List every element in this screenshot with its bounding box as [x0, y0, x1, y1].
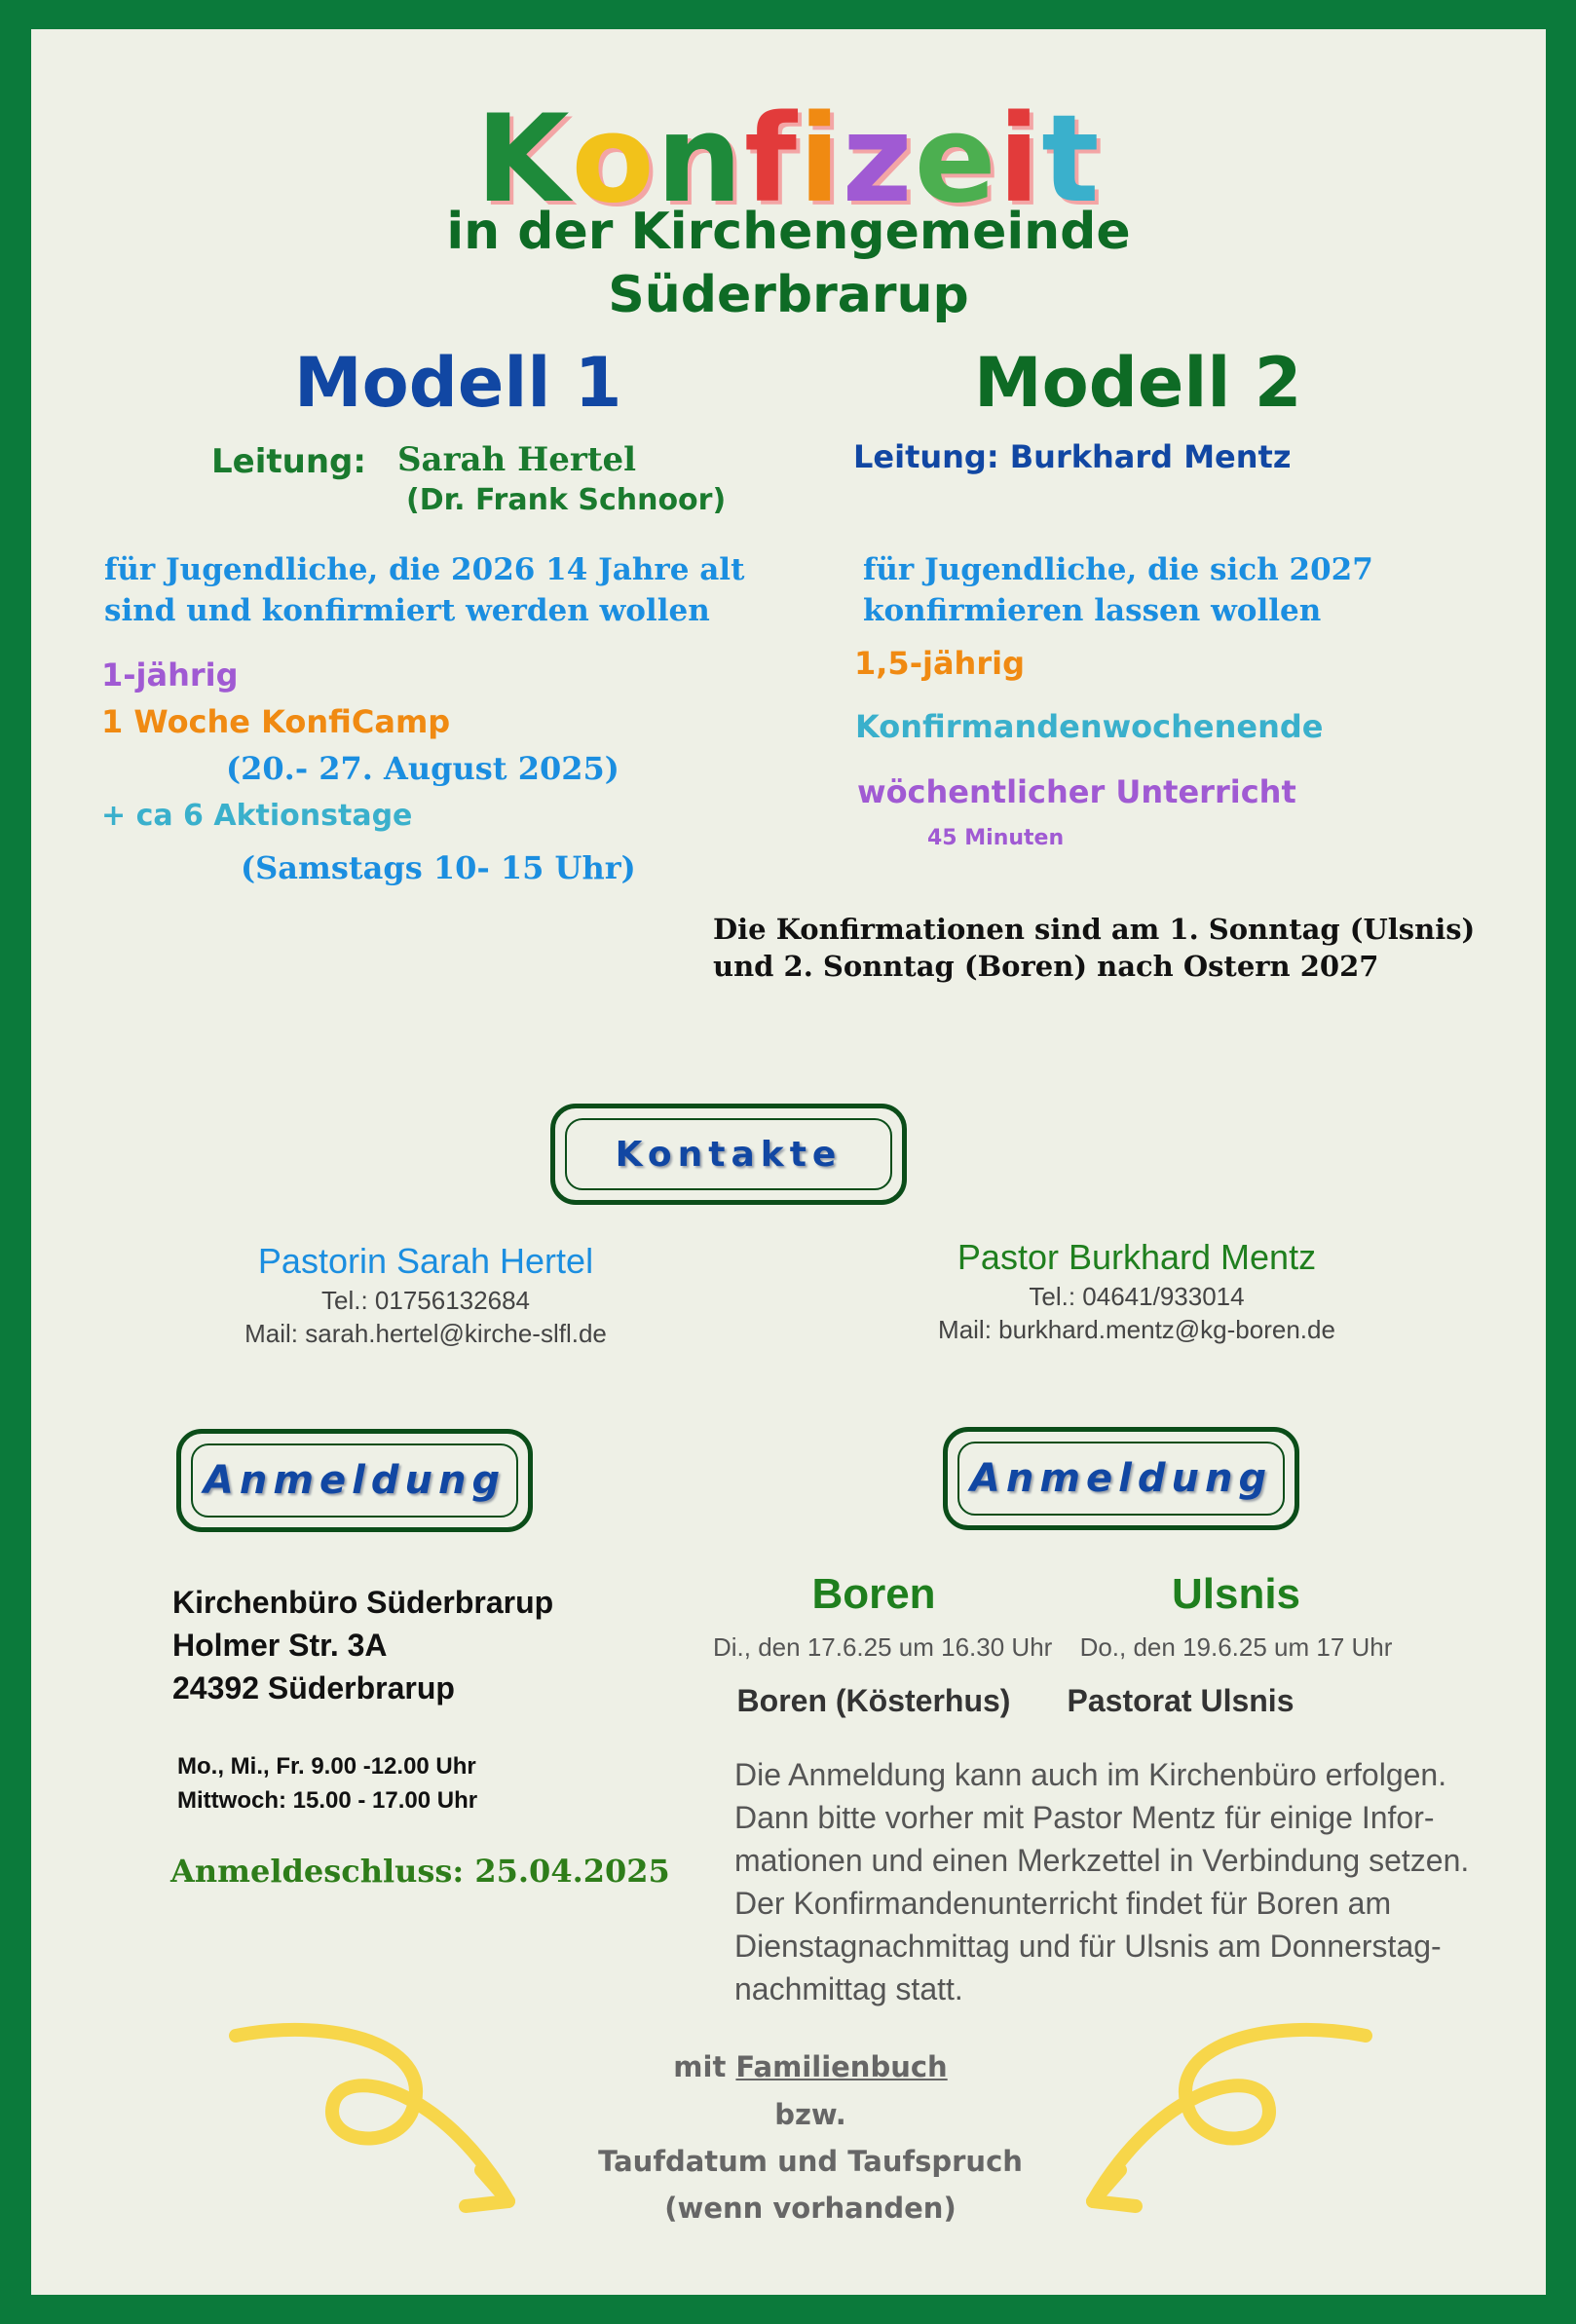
subtitle-line2: Süderbrarup: [608, 266, 969, 324]
info-line-3: mationen und einen Merkzettel in Verbindung setzen.: [734, 1843, 1470, 1878]
model1-actions: + ca 6 Aktionstage: [101, 799, 413, 833]
model2-heading: Modell 2: [974, 343, 1302, 423]
bring-prefix: mit: [673, 2050, 727, 2083]
anmeldung-left-label: Anmeldung: [203, 1458, 507, 1503]
office-line3: 24392 Süderbrarup: [172, 1670, 455, 1706]
model2-weekend: Konfirmandenwochenende: [855, 708, 1324, 745]
confirmation-note-line2: und 2. Sonntag (Boren) nach Ostern 2027: [713, 950, 1379, 983]
info-line-2: Dann bitte vorher mit Pastor Mentz für einige Infor-: [734, 1800, 1435, 1835]
model2-leitung: Leitung: Burkhard Mentz: [853, 438, 1292, 475]
registration-info: [734, 1753, 1553, 2010]
contact-left-mail[interactable]: Mail: sarah.hertel@kirche-slfl.de: [244, 1319, 607, 1348]
left-curly-arrow-icon: [216, 2006, 547, 2230]
model2-weekly-minutes: 45 Minuten: [927, 826, 1065, 850]
ulsnis-date: Do., den 19.6.25 um 17 Uhr: [1079, 1632, 1393, 1662]
contact-left-tel: Tel.: 01756132684: [321, 1286, 530, 1315]
contacts-heading-box: [550, 1104, 907, 1205]
info-line-4: Der Konfirmandenunterricht findet für Boren am: [734, 1886, 1392, 1921]
title-letter: i: [798, 90, 843, 230]
model2-audience-line1: für Jugendliche, die sich 2027: [863, 552, 1373, 587]
boren-place: Boren (Kösterhus): [736, 1683, 1011, 1718]
office-hours-line2: Mittwoch: 15.00 - 17.00 Uhr: [177, 1787, 478, 1814]
title-letter: t: [1041, 90, 1102, 230]
model2-duration: 1,5-jährig: [854, 645, 1025, 682]
contact-left-name: Pastorin Sarah Hertel: [257, 1241, 594, 1281]
title-letter: z: [842, 90, 915, 230]
model1-actions-time: (Samstags 10- 15 Uhr): [241, 849, 636, 886]
title-letter: K: [475, 90, 572, 230]
office-line2: Holmer Str. 3A: [172, 1628, 388, 1663]
anmeldung-right-label: Anmeldung: [969, 1456, 1273, 1501]
bring-line2: bzw.: [774, 2098, 846, 2131]
model1-audience-line1: für Jugendliche, die 2026 14 Jahre alt: [104, 552, 745, 587]
info-line-6: nachmittag statt.: [734, 1971, 963, 2006]
model2-audience-line2: konfirmieren lassen wollen: [863, 593, 1322, 628]
contacts-heading: Kontakte: [615, 1134, 843, 1175]
model1-audience-line2: sind und konfirmiert werden wollen: [104, 593, 710, 628]
registration-deadline: Anmeldeschluss: 25.04.2025: [170, 1853, 670, 1890]
title-letter: o: [571, 90, 657, 230]
right-curly-arrow-icon: [1054, 2006, 1385, 2230]
model1-leitung-label: Leitung:: [211, 442, 366, 481]
bring-line4: (wenn vorhanden): [664, 2192, 957, 2225]
info-line-5: Dienstagnachmittag und für Ulsnis am Donnerstag-: [734, 1929, 1442, 1964]
boren-title: Boren: [811, 1570, 936, 1618]
bring-line1: [518, 2050, 1103, 2083]
title-letter: f: [744, 90, 799, 230]
model2-weekly: wöchentlicher Unterricht: [857, 773, 1296, 810]
office-line1: Kirchenbüro Süderbrarup: [172, 1585, 554, 1620]
contact-right-mail[interactable]: Mail: burkhard.mentz@kg-boren.de: [938, 1315, 1335, 1344]
bring-line3: Taufdatum und Taufspruch: [598, 2145, 1023, 2178]
flyer-page: [31, 29, 1546, 2295]
model1-leitung-sub: (Dr. Frank Schnoor): [406, 483, 727, 517]
anmeldung-right-box[interactable]: [943, 1427, 1299, 1530]
model1-duration: 1-jährig: [101, 656, 239, 693]
ulsnis-place: Pastorat Ulsnis: [1067, 1683, 1295, 1718]
title-letter: i: [997, 90, 1042, 230]
anmeldung-left-box[interactable]: [176, 1429, 533, 1532]
model1-heading: Modell 1: [294, 343, 622, 423]
confirmation-note-line1: Die Konfirmationen sind am 1. Sonntag (Ulsnis): [713, 913, 1476, 946]
model1-leitung-name: Sarah Hertel: [397, 440, 637, 479]
bring-familienbuch: Familienbuch: [735, 2050, 948, 2083]
ulsnis-title: Ulsnis: [1171, 1570, 1301, 1618]
subtitle-line1: in der Kirchengemeinde: [446, 203, 1131, 261]
title-letter: e: [914, 90, 998, 230]
model1-camp: 1 Woche KonfiCamp: [101, 703, 451, 740]
model1-camp-dates: (20.- 27. August 2025): [226, 750, 619, 787]
contact-right-tel: Tel.: 04641/933014: [1029, 1282, 1245, 1311]
boren-date: Di., den 17.6.25 um 16.30 Uhr: [713, 1632, 1053, 1662]
info-line-1: Die Anmeldung kann auch im Kirchenbüro erfolgen.: [734, 1757, 1447, 1792]
office-hours-line1: Mo., Mi., Fr. 9.00 -12.00 Uhr: [177, 1753, 476, 1780]
contact-right-name: Pastor Burkhard Mentz: [957, 1237, 1317, 1277]
title-letter: n: [656, 90, 745, 230]
